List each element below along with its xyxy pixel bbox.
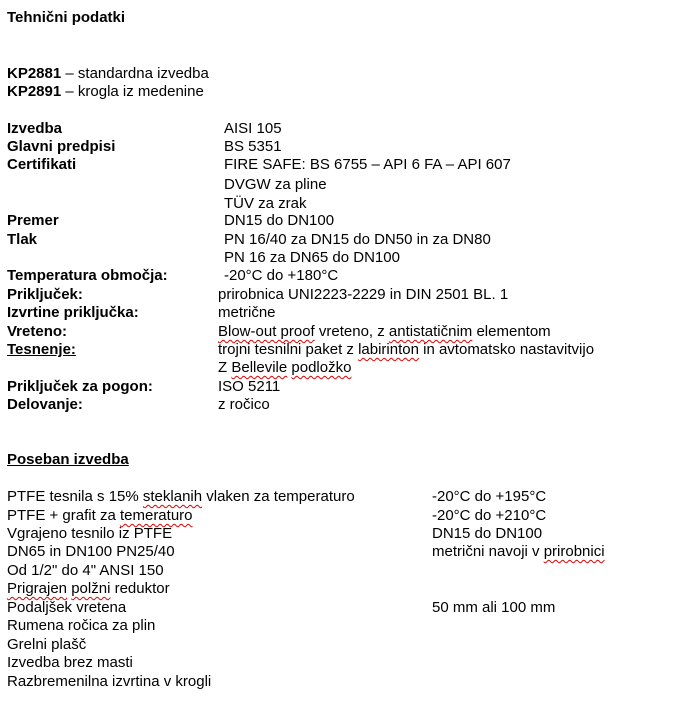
spec-value-tlak-1: PN 16/40 za DN15 do DN50 in za DN80 <box>224 231 491 248</box>
model-desc: – krogla iz medenine <box>65 83 204 100</box>
spec-value-certifikati-3: TÜV za zrak <box>224 195 307 212</box>
spec-value-premer: DN15 do DN100 <box>224 212 335 229</box>
spec-value-tesnenje-1 <box>218 341 594 359</box>
spec-value-delovanje: z ročico <box>218 396 270 413</box>
model-code: KP2891 <box>7 83 62 100</box>
special-item: Razbremenilna izvrtina v krogli <box>7 673 212 690</box>
text-run: elementom <box>472 323 551 340</box>
spellcheck-word: Blow-out proof <box>218 323 315 340</box>
special-item <box>7 507 193 525</box>
text-run: trojni tesnilni paket z <box>218 341 359 358</box>
spec-value-tesnenje-2 <box>218 359 351 377</box>
model-desc: – standardna izvedba <box>65 65 209 82</box>
spellcheck-word: Prigrajen <box>7 580 68 597</box>
special-item: Vgrajeno tesnilo iz PTFE <box>7 525 173 542</box>
spec-label-certifikati: Certifikati <box>7 156 77 173</box>
spec-label-prikljucek: Priključek: <box>7 286 83 303</box>
spec-label-vreteno: Vreteno: <box>7 323 68 340</box>
text-run: PTFE + grafit za <box>7 507 120 524</box>
spec-label-premer: Premer <box>7 212 59 229</box>
spec-label-pogon: Priključek za pogon: <box>7 378 153 395</box>
spellcheck-word: antistatičnim <box>388 323 473 340</box>
spec-label-tesnenje: Tesnenje: <box>7 341 76 358</box>
special-item-value: -20°C do +195°C <box>432 488 547 505</box>
spellcheck-word: podložko <box>291 359 352 376</box>
spec-value-certifikati-2: DVGW za pline <box>224 176 327 193</box>
spellcheck-word: polžni <box>71 580 111 597</box>
spec-value-predpisi: BS 5351 <box>224 138 282 155</box>
spec-label-izvedba: Izvedba <box>7 120 63 137</box>
special-heading: Poseban izvedba <box>7 451 129 468</box>
model-line-1 <box>7 65 209 83</box>
special-item: Grelni plašč <box>7 636 87 653</box>
text-run: reduktor <box>110 580 170 597</box>
text-run: PTFE tesnila s 15% <box>7 488 143 505</box>
spellcheck-word: Bellevile <box>231 359 288 376</box>
special-item <box>7 580 170 598</box>
spec-value-izvedba: AISI 105 <box>224 120 282 137</box>
text-run: vlaken za temperaturo <box>202 488 355 505</box>
special-item: Izvedba brez masti <box>7 654 133 671</box>
text-run: Z <box>218 359 232 376</box>
special-item: Rumena ročica za plin <box>7 617 156 634</box>
special-item-value: DN15 do DN100 <box>432 525 543 542</box>
spec-value-izvrtine: metrične <box>218 304 276 321</box>
spellcheck-word: labirinton <box>358 341 419 358</box>
spec-label-tlak: Tlak <box>7 231 38 248</box>
spellcheck-word: prirobnici <box>543 543 605 560</box>
spec-label-temperatura: Temperatura območja: <box>7 267 168 284</box>
spec-label-izvrtine: Izvrtine priključka: <box>7 304 139 321</box>
model-line-2 <box>7 83 204 101</box>
special-item <box>7 488 355 506</box>
model-code: KP2881 <box>7 65 62 82</box>
special-item-value: -20°C do +210°C <box>432 507 547 524</box>
spec-value-temperatura: -20°C do +180°C <box>224 267 339 284</box>
special-item: DN65 in DN100 PN25/40 <box>7 543 175 560</box>
spellcheck-word: steklanih <box>142 488 203 505</box>
spellcheck-word: temeraturo <box>119 507 193 524</box>
text-run: metrični navoji v <box>432 543 544 560</box>
spec-value-vreteno <box>218 323 551 341</box>
special-item: Podaljšek vretena <box>7 599 127 616</box>
spec-value-tlak-2: PN 16 za DN65 do DN100 <box>224 249 400 266</box>
special-item: Od 1/2" do 4" ANSI 150 <box>7 562 164 579</box>
spec-value-certifikati-1: FIRE SAFE: BS 6755 – API 6 FA – API 607 <box>224 156 511 173</box>
spec-label-predpisi: Glavni predpisi <box>7 138 116 155</box>
text-run: vreteno, z <box>314 323 389 340</box>
spec-label-delovanje: Delovanje: <box>7 396 83 413</box>
special-item-value: 50 mm ali 100 mm <box>432 599 556 616</box>
spec-value-prikljucek: prirobnica UNI2223-2229 in DIN 2501 BL. 1 <box>218 286 509 303</box>
spec-value-pogon: ISO 5211 <box>218 378 281 395</box>
document-title: Tehnični podatki <box>7 9 126 26</box>
special-item-value <box>432 543 605 561</box>
text-run: in avtomatsko nastavitvijo <box>418 341 595 358</box>
